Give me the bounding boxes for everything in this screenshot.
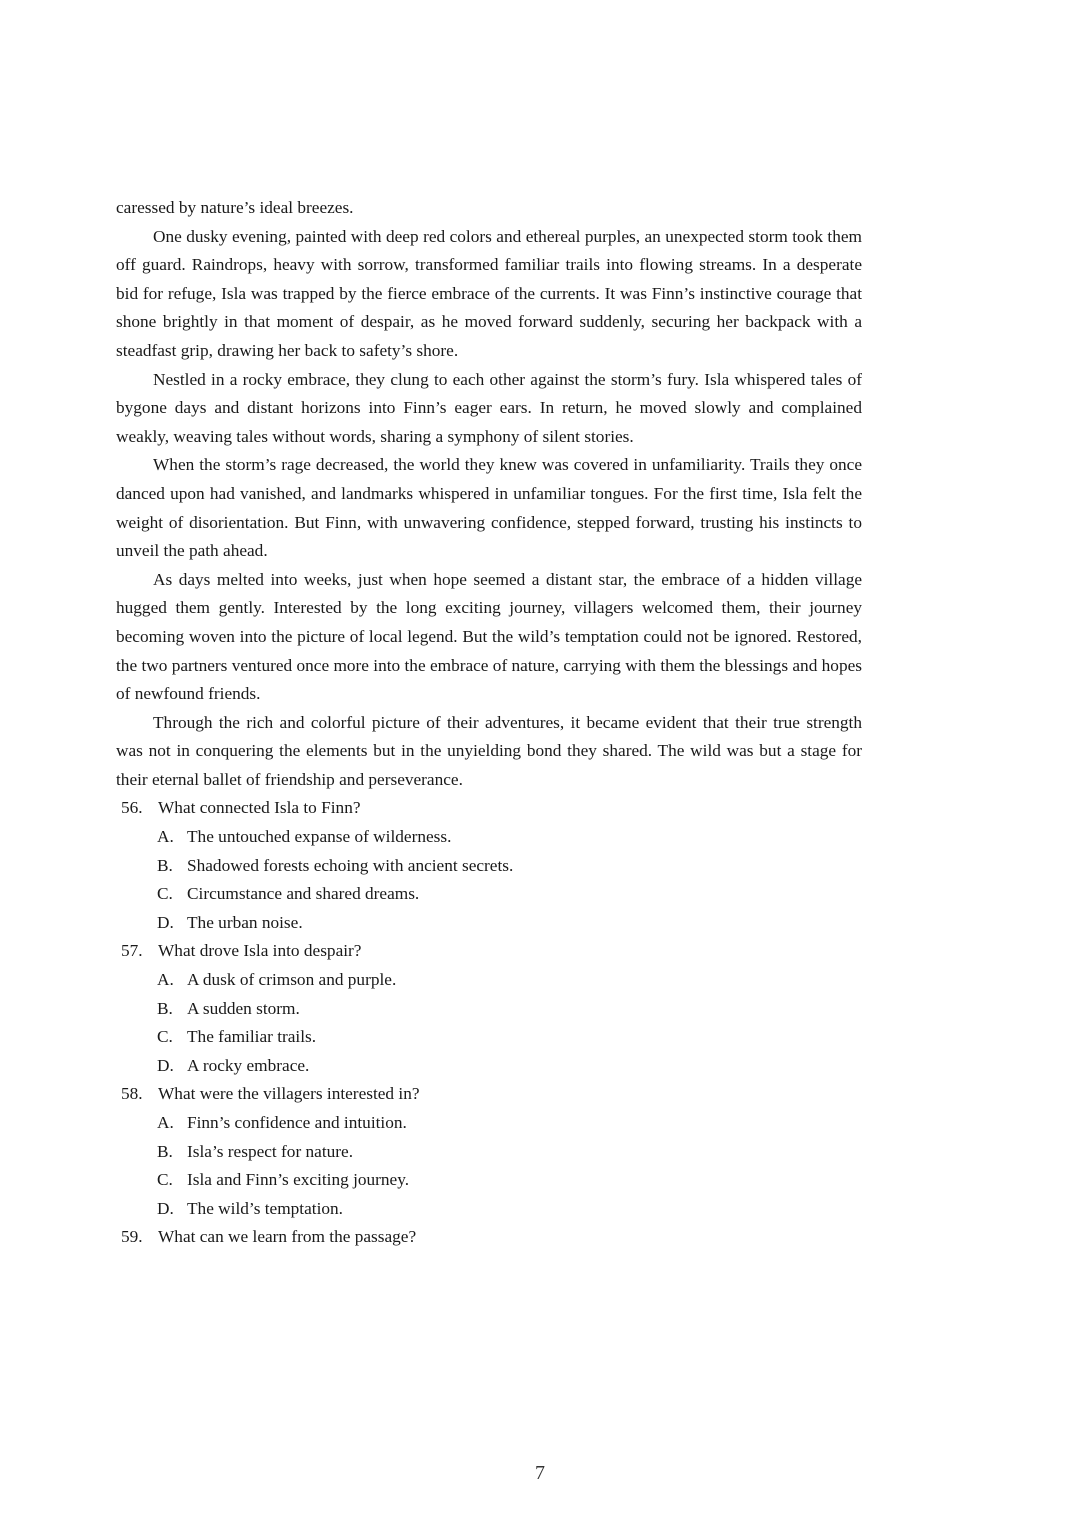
option-label: A. — [157, 827, 174, 847]
option-label: B. — [157, 1141, 173, 1161]
question-57-option-a — [116, 966, 862, 995]
question-number: 57. — [121, 941, 143, 961]
passage-paragraph-2: One dusky evening, painted with deep red colors and ethereal purples, an unexpected storm took them off guard. Raindrops, heavy with sorrow, transformed familiar trails into flowing streams. In a desperate bid for refuge, Isla was trapped by the fierce embrace of the currents. It was Finn’s instinctive courage that shone brightly in that moment of despair, as he moved forward suddenly, securing her backpack with a steadfast grip, drawing her back to safety’s shore. — [116, 226, 862, 360]
question-57-option-d — [116, 1052, 862, 1081]
passage-paragraph-5: As days melted into weeks, just when hope seemed a distant star, the embrace of a hidden village hugged them gently. Interested by the long exciting journey, villagers welcomed them, their journey becoming woven into the picture of local legend. But the wild’s temptation could not be ignored. Restored, the two partners ventured once more into the embrace of nature, carrying with them the blessings and hopes of newfound friends. — [116, 569, 862, 704]
question-59 — [116, 1223, 862, 1252]
option-text: Isla’s respect for nature. — [187, 1141, 354, 1161]
question-number: 58. — [121, 1084, 143, 1104]
page-number: 7 — [535, 1462, 545, 1484]
option-label: D. — [157, 912, 174, 932]
option-text: A dusk of crimson and purple. — [187, 970, 397, 990]
option-label: C. — [157, 884, 173, 904]
question-57 — [116, 937, 862, 966]
option-text: Isla and Finn’s exciting journey. — [187, 1170, 410, 1190]
option-label: C. — [157, 1027, 173, 1047]
option-label: D. — [157, 1055, 174, 1075]
option-label: D. — [157, 1198, 174, 1218]
option-label: C. — [157, 1170, 173, 1190]
question-58-option-c — [116, 1166, 862, 1195]
question-58-option-d — [116, 1195, 862, 1224]
question-number: 56. — [121, 798, 143, 818]
question-58-option-a — [116, 1109, 862, 1138]
passage-paragraph-6: Through the rich and colorful picture of their adventures, it became evident that their true strength was not in conquering the elements but in the unyielding bond they shared. The wild was but a stage for their eternal ballet of friendship and perseverance. — [116, 712, 862, 789]
option-text: Shadowed forests echoing with ancient secrets. — [187, 855, 514, 875]
option-label: B. — [157, 855, 173, 875]
question-56 — [116, 794, 862, 823]
option-text: The familiar trails. — [187, 1027, 317, 1047]
option-text: Finn’s confidence and intuition. — [187, 1113, 407, 1132]
question-text: What drove Isla into despair? — [158, 941, 362, 961]
option-text: A rocky embrace. — [187, 1055, 310, 1075]
question-56-option-c — [116, 880, 862, 909]
passage-paragraph-1: caressed by nature’s ideal breezes. — [116, 198, 354, 217]
question-text: What connected Isla to Finn? — [158, 798, 361, 818]
question-58 — [116, 1080, 862, 1109]
option-text: The untouched expanse of wilderness. — [187, 827, 452, 847]
option-label: A. — [157, 970, 174, 990]
question-number: 59. — [121, 1227, 143, 1247]
question-text: What can we learn from the passage? — [158, 1227, 417, 1247]
option-text: The wild’s temptation. — [187, 1198, 343, 1218]
option-text: A sudden storm. — [187, 998, 300, 1018]
option-text: The urban noise. — [187, 912, 303, 932]
question-56-option-d — [116, 909, 862, 938]
question-57-option-b — [116, 995, 862, 1024]
question-58-option-b — [116, 1138, 862, 1167]
passage-paragraph-4: When the storm’s rage decreased, the world they knew was covered in unfamiliarity. Trails they once danced upon had vanished, and landmarks whispered in unfamiliar tongues. For the first time, Isla felt the weight of disorientation. But Finn, with unwavering confidence, stepped forward, trusting his instincts to unveil the path ahead. — [116, 455, 862, 561]
question-56-option-a — [116, 823, 862, 852]
passage-paragraph-3: Nestled in a rocky embrace, they clung to each other against the storm’s fury. Isla whispered tales of bygone days and distant horizons into Finn’s eager ears. In return, he moved slowly and complained weakly, weaving tales without words, sharing a symphony of silent stories. — [116, 369, 862, 446]
question-57-option-c — [116, 1023, 862, 1052]
option-label: A. — [157, 1113, 174, 1132]
page-content — [116, 194, 862, 1252]
option-label: B. — [157, 998, 173, 1018]
question-56-option-b — [116, 852, 862, 881]
question-text: What were the villagers interested in? — [158, 1084, 420, 1104]
option-text: Circumstance and shared dreams. — [187, 884, 420, 904]
